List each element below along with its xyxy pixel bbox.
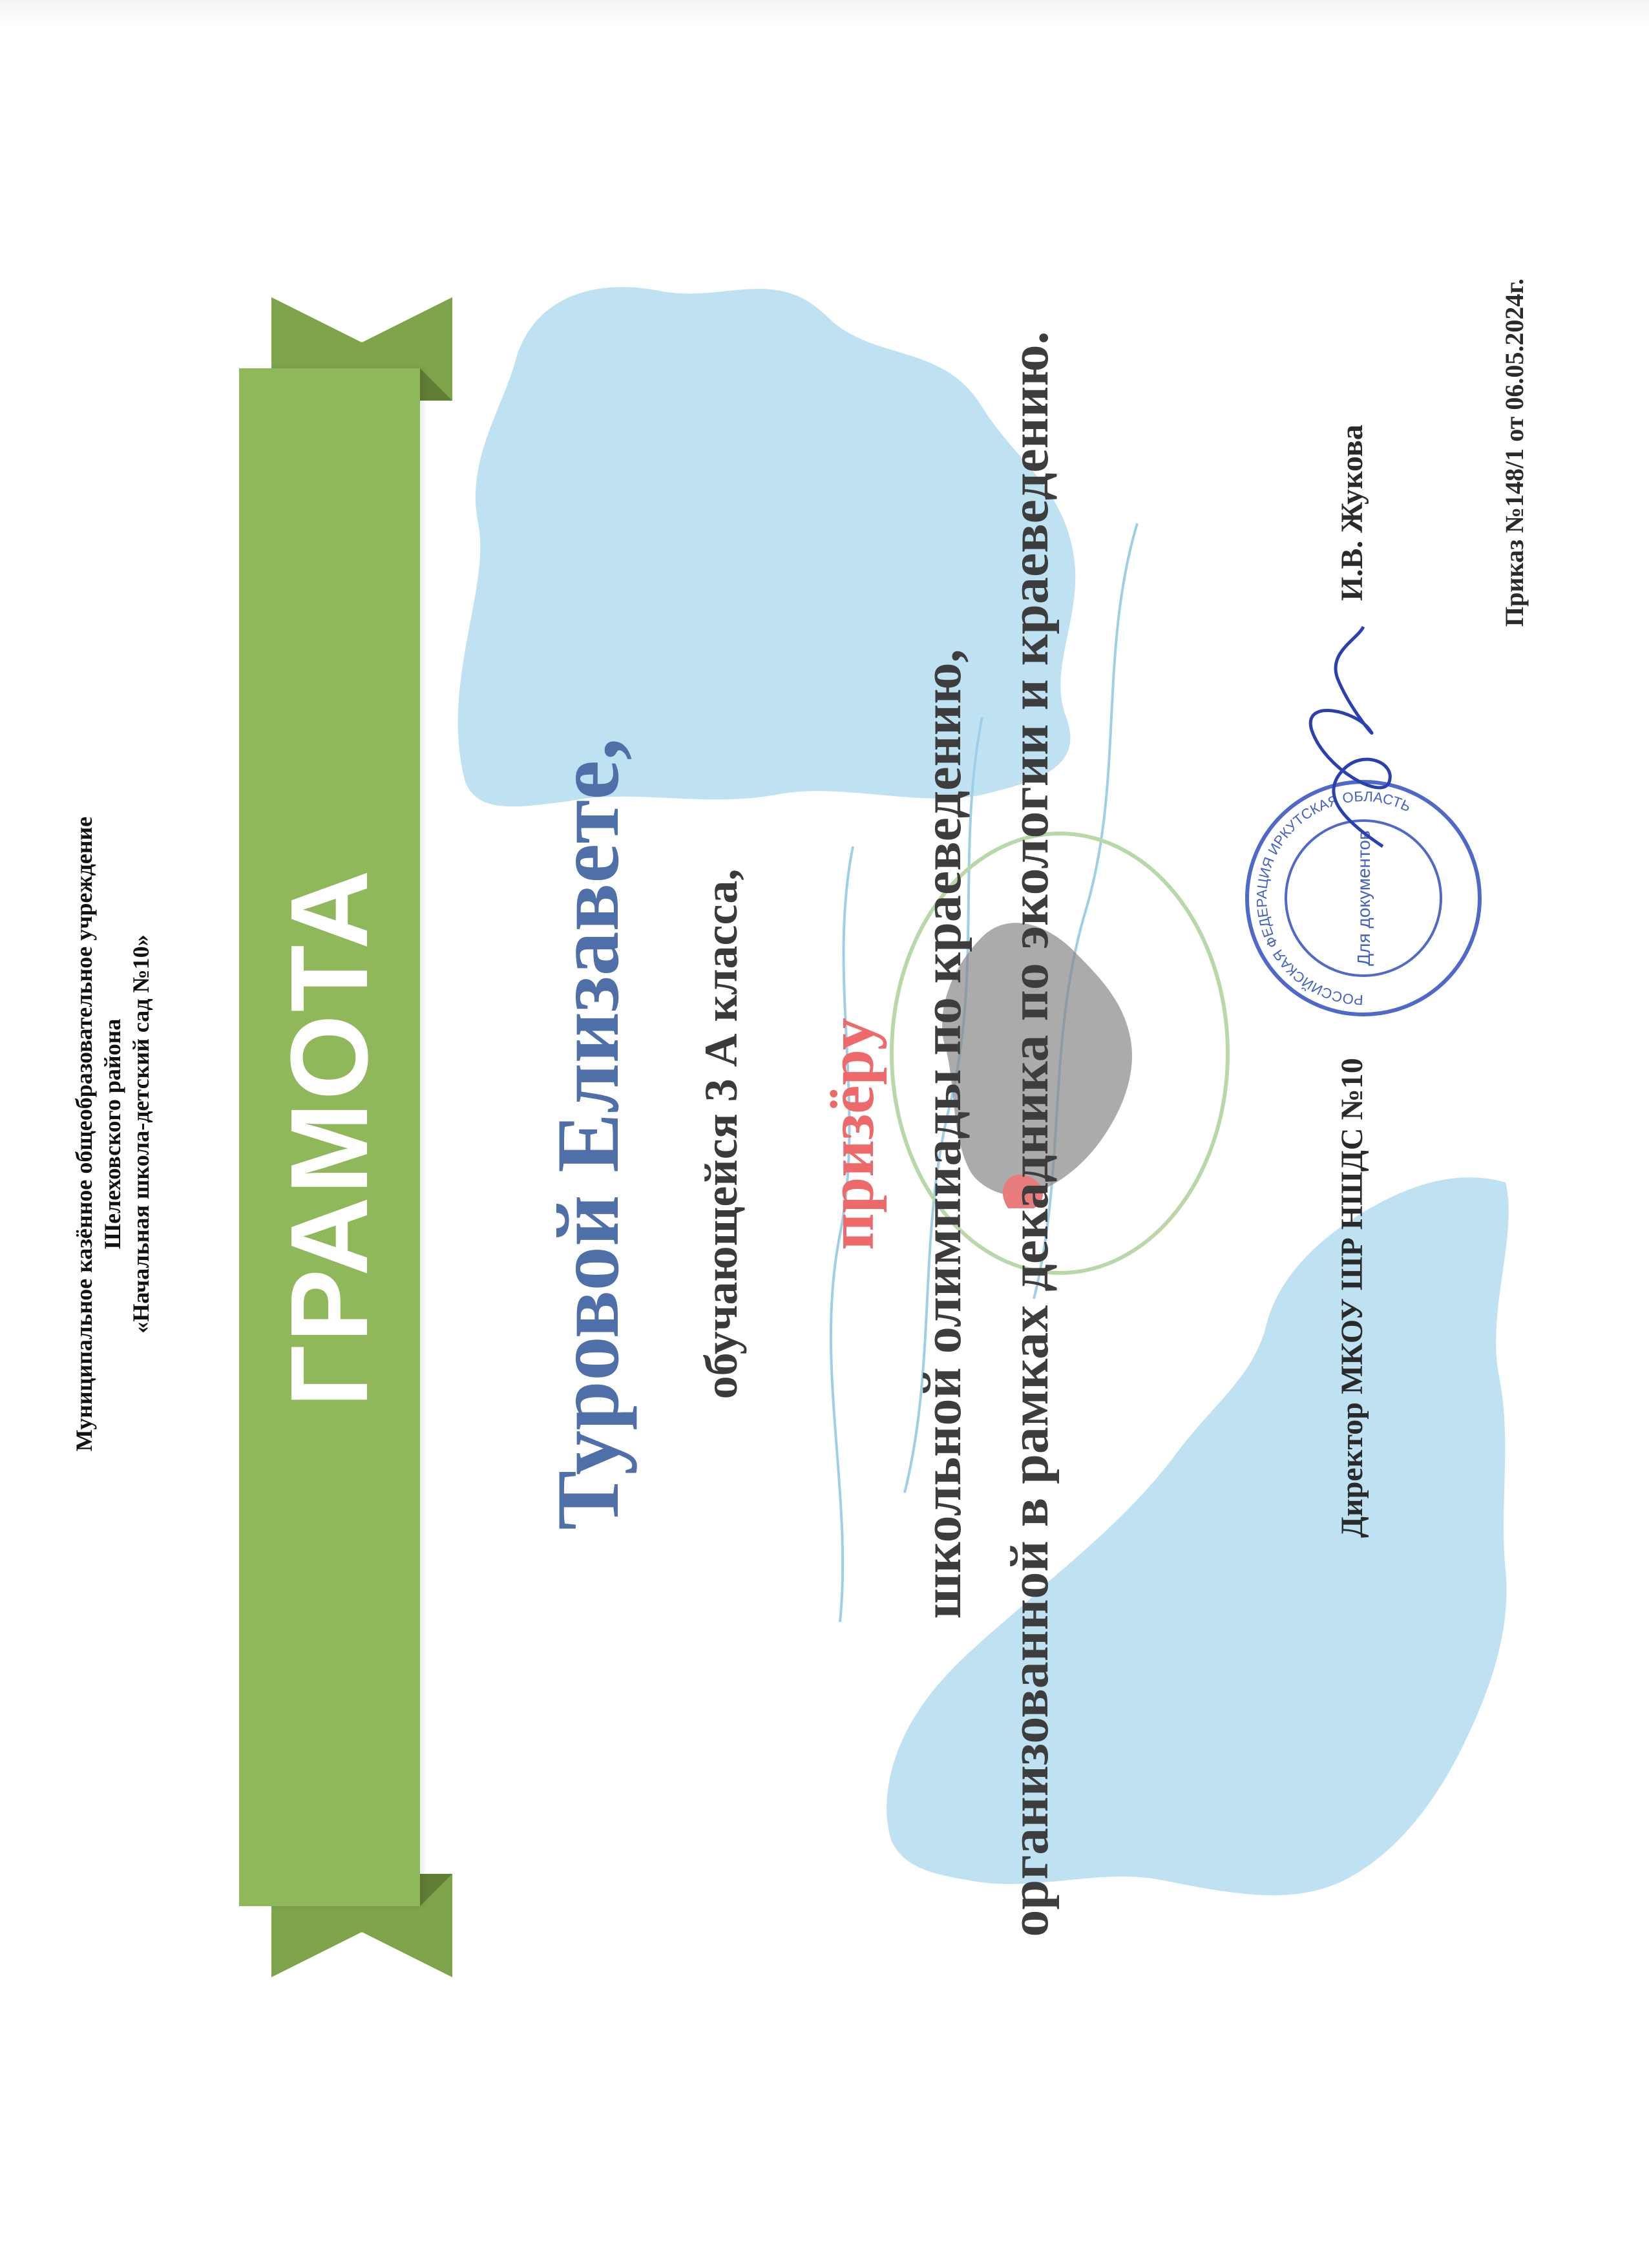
institution-line: Шелеховского района	[100, 1018, 125, 1250]
map-region-lower	[887, 1177, 1509, 1895]
description-line: школьной олимпиады по краеведению,	[912, 649, 972, 1619]
director-name: И.В. Жукова	[1335, 425, 1369, 601]
stamp-ring-text: РОССИЙСКАЯ ФЕДЕРАЦИЯ ИРКУТСКАЯ ОБЛАСТЬ	[1253, 788, 1414, 1009]
institution-line: «Начальная школа-детский сад №10»	[128, 934, 154, 1334]
institution-line: Муниципальное казённое общеобразовательное учреждение	[71, 816, 97, 1452]
order-reference: Приказ №148/1 от 06.05.2024г.	[1500, 278, 1529, 627]
recipient-name: Туровой Елизавете,	[538, 738, 637, 1530]
recipient-class: обучающейся 3 А класса,	[695, 868, 747, 1400]
stamp-center-text: Для документов	[1354, 830, 1374, 966]
certificate-title: ГРАМОТА	[268, 867, 391, 1407]
banner-main	[239, 368, 420, 1906]
description-line: организованной в рамках декадника по экологии и краеведению.	[1000, 331, 1060, 1937]
award-title: призёру	[815, 1018, 887, 1250]
director-title: Директор МКОУ ШР НШДС №10	[1335, 1058, 1369, 1538]
signature-stroke	[1310, 627, 1390, 846]
title-banner	[239, 297, 452, 1977]
institution-header	[70, 0, 155, 2268]
director-signature	[1266, 614, 1434, 859]
